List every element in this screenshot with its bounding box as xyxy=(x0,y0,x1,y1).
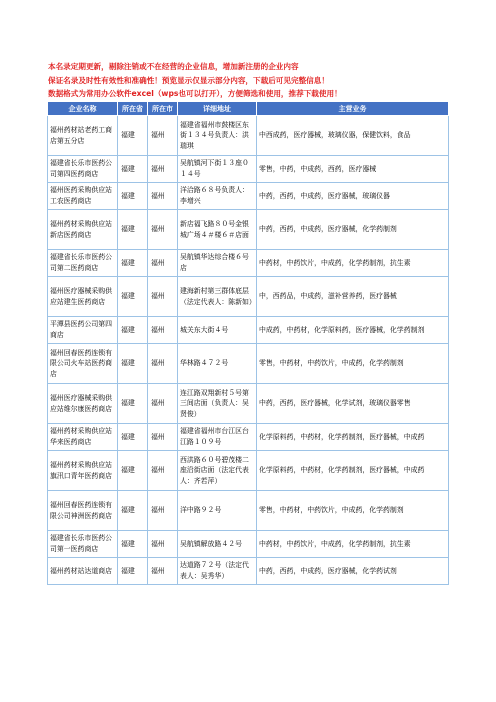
table-row xyxy=(48,384,449,424)
cell-business: 中药材，中药饮片，中成药，化学药制剂，抗生素 xyxy=(257,250,449,277)
cell-city: 福州 xyxy=(148,424,178,451)
cell-business: 零售，中药材，中药饮片，中成药，化学药制剂 xyxy=(257,344,449,384)
table-row xyxy=(48,277,449,317)
cell-company-name: 福州医药采购供应站工农医药商店 xyxy=(48,183,118,210)
cell-city: 福州 xyxy=(148,531,178,558)
table-row xyxy=(48,424,449,451)
cell-address: 西洪路６０号碧茂楼二座沿街店面（法定代表人：齐若萍） xyxy=(178,451,257,491)
cell-company-name: 福建省长乐市医药公司第四医药商店 xyxy=(48,156,118,183)
notice-line-3: 数据格式为常用办公软件excel（wps也可以打开），方便筛选和使用，推荐下载使用！ xyxy=(48,89,342,98)
cell-province: 福建 xyxy=(118,277,148,317)
company-table xyxy=(47,101,449,585)
cell-province: 福建 xyxy=(118,491,148,531)
table-row xyxy=(48,116,449,156)
cell-company-name: 福建省长乐市医药公司第一医药商店 xyxy=(48,531,118,558)
cell-business: 中药，西药，中成药，医疗器械，玻璃仪器 xyxy=(257,183,449,210)
cell-business: 中成药，中药材，化学原料药，医疗器械，化学药制剂 xyxy=(257,317,449,344)
cell-business: 中，西药品，中成药，滋补营养药，医疗器械 xyxy=(257,277,449,317)
cell-address: 洋中路９２号 xyxy=(178,491,257,531)
cell-business: 中药材，中药饮片，中成药，化学药制剂，抗生素 xyxy=(257,531,449,558)
cell-city: 福州 xyxy=(148,210,178,250)
cell-address: 吴航镇华达综合楼６号店 xyxy=(178,250,257,277)
cell-address: 洋洽路６８号负责人：李增兴 xyxy=(178,183,257,210)
cell-city: 福州 xyxy=(148,277,178,317)
table-row xyxy=(48,451,449,491)
cell-company-name: 福州药材站达道商店 xyxy=(48,558,118,585)
cell-company-name: 福州回春医药连锁有限公司火车站医药商店 xyxy=(48,344,118,384)
notice-line-2: 保证名录及时性有效性和准确性！预览显示仅显示部分内容，下载后可见完整信息！ xyxy=(48,75,329,85)
table-row xyxy=(48,317,449,344)
table-header-row xyxy=(48,102,449,116)
cell-city: 福州 xyxy=(148,491,178,531)
header-address: 详细地址 xyxy=(178,102,257,116)
table-row xyxy=(48,558,449,585)
cell-city: 福州 xyxy=(148,384,178,424)
cell-address: 吴航镇河下街１３座０１４号 xyxy=(178,156,257,183)
cell-business: 中药，西药，中成药，医疗器械，化学药制剂 xyxy=(257,210,449,250)
cell-city: 福州 xyxy=(148,344,178,384)
cell-province: 福建 xyxy=(118,558,148,585)
cell-province: 福建 xyxy=(118,183,148,210)
cell-province: 福建 xyxy=(118,156,148,183)
cell-province: 福建 xyxy=(118,424,148,451)
cell-business: 中西成药，医疗器械，玻璃仪器，保健饮料，食品 xyxy=(257,116,449,156)
cell-province: 福建 xyxy=(118,384,148,424)
cell-company-name: 福州药材采购供应站旗汛口青年医药商店 xyxy=(48,451,118,491)
cell-city: 福州 xyxy=(148,250,178,277)
cell-business: 零售，中药，中成药，西药，医疗器械 xyxy=(257,156,449,183)
header-city: 所在市 xyxy=(148,102,178,116)
cell-company-name: 福州药材采购供应站华来医药商店 xyxy=(48,424,118,451)
cell-business: 零售，中药材，中药饮片，中成药，化学药制剂 xyxy=(257,491,449,531)
table-row xyxy=(48,250,449,277)
cell-province: 福建 xyxy=(118,250,148,277)
cell-province: 福建 xyxy=(118,344,148,384)
cell-address: 新店福飞路８０号金银城广场４＃楼６＃店面 xyxy=(178,210,257,250)
table-row xyxy=(48,491,449,531)
cell-address: 福建省福州市鼓楼区东街１３４号负责人：洪瑞琪 xyxy=(178,116,257,156)
cell-province: 福建 xyxy=(118,531,148,558)
cell-company-name: 福州回春医药连锁有限公司神洲医药商店 xyxy=(48,491,118,531)
cell-address: 福建省福州市台江区台江路１０９号 xyxy=(178,424,257,451)
cell-province: 福建 xyxy=(118,210,148,250)
cell-city: 福州 xyxy=(148,451,178,491)
cell-company-name: 福州医疗器械采购供应站建生医药商店 xyxy=(48,277,118,317)
header-province: 所在省 xyxy=(118,102,148,116)
cell-city: 福州 xyxy=(148,156,178,183)
header-company-name: 企业名称 xyxy=(48,102,118,116)
cell-address: 连江路双翔新村５号第三间店面（负责人：吴贤俊） xyxy=(178,384,257,424)
cell-address: 城关东大街４号 xyxy=(178,317,257,344)
cell-city: 福州 xyxy=(148,116,178,156)
cell-province: 福建 xyxy=(118,116,148,156)
cell-address: 建海新村第三群体底层（法定代表人：陈新如） xyxy=(178,277,257,317)
cell-company-name: 福州药材采购供应站新店医药商店 xyxy=(48,210,118,250)
table-row xyxy=(48,156,449,183)
cell-city: 福州 xyxy=(148,558,178,585)
cell-business: 中药，西药，中成药，医疗器械，化学药试剂 xyxy=(257,558,449,585)
cell-business: 化学原料药，中药材，化学药制剂，医疗器械，中成药 xyxy=(257,451,449,491)
table-row xyxy=(48,183,449,210)
cell-company-name: 福州医疗器械采购供应站维尔康医药商店 xyxy=(48,384,118,424)
cell-address: 华林路４７２号 xyxy=(178,344,257,384)
cell-province: 福建 xyxy=(118,451,148,491)
cell-company-name: 福建省长乐市医药公司第二医药商店 xyxy=(48,250,118,277)
cell-province: 福建 xyxy=(118,317,148,344)
cell-address: 吴航镇解放路４２号 xyxy=(178,531,257,558)
notice-block xyxy=(48,60,458,101)
cell-company-name: 福州药材站老药工商店第五分店 xyxy=(48,116,118,156)
cell-business: 化学原料药，中药材，化学药制剂，医疗器械，中成药 xyxy=(257,424,449,451)
cell-city: 福州 xyxy=(148,317,178,344)
cell-business: 中药，西药，医疗器械，化学试剂，玻璃仪器零售 xyxy=(257,384,449,424)
cell-city: 福州 xyxy=(148,183,178,210)
notice-line-1: 本名录定期更新，剔除注销或不在经营的企业信息，增加新注册的企业内容 xyxy=(48,62,299,71)
cell-company-name: 平潭县医药公司第四商店 xyxy=(48,317,118,344)
header-business: 主营业务 xyxy=(257,102,449,116)
table-row xyxy=(48,531,449,558)
cell-address: 达道路７２号（法定代表人：吴秀华） xyxy=(178,558,257,585)
table-row xyxy=(48,210,449,250)
table-row xyxy=(48,344,449,384)
